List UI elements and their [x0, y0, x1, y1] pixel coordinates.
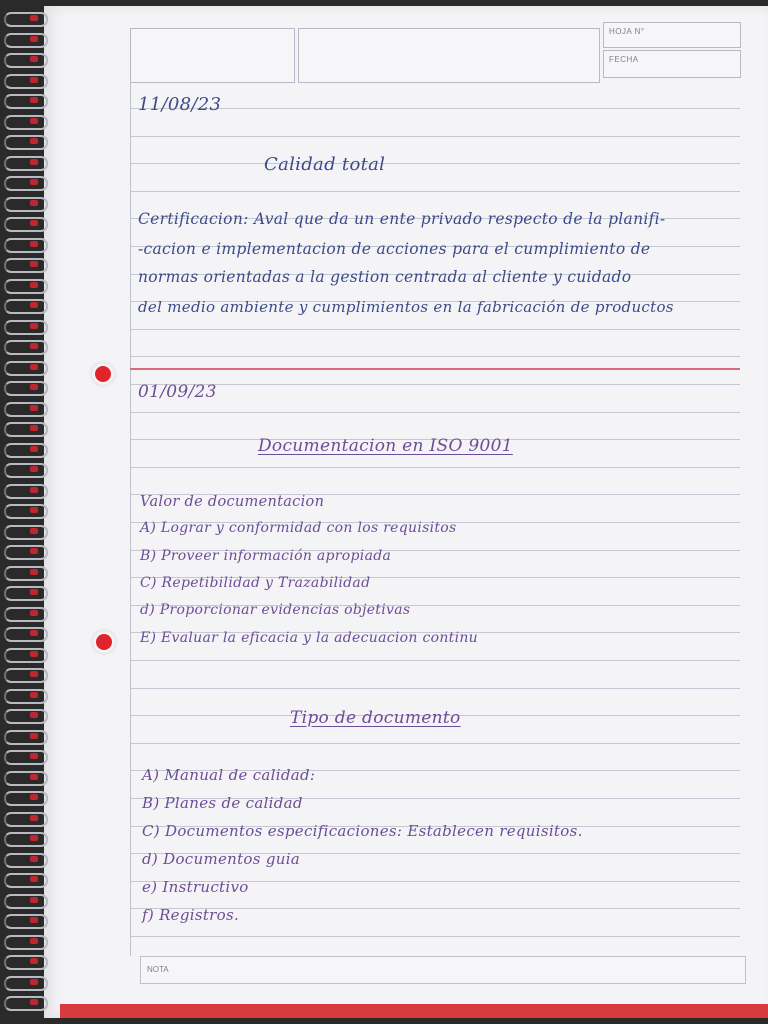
binding-hole — [30, 835, 38, 841]
binding-hole — [30, 548, 38, 554]
binding-hole — [30, 425, 38, 431]
spiral-coil — [4, 74, 48, 89]
ruled-line — [130, 329, 740, 330]
punch-hole-bottom — [96, 634, 112, 650]
section1-line-3: normas orientadas a la gestion centrada al cliente y cuidado — [138, 268, 632, 286]
spiral-coil — [4, 812, 48, 827]
binding-hole — [30, 200, 38, 206]
spiral-coil — [4, 566, 48, 581]
ruled-line — [130, 743, 740, 744]
section1-title: Calidad total — [264, 154, 386, 175]
ruled-line — [130, 467, 740, 468]
spiral-coil — [4, 156, 48, 171]
binding-hole — [30, 589, 38, 595]
spiral-coil — [4, 586, 48, 601]
binding-hole — [30, 97, 38, 103]
spiral-coil — [4, 381, 48, 396]
spiral-coil — [4, 217, 48, 232]
section3-item-b: B) Planes de calidad — [142, 794, 303, 812]
binding-hole — [30, 712, 38, 718]
section1-date: 11/08/23 — [138, 94, 222, 115]
spiral-coil — [4, 197, 48, 212]
binding-hole — [30, 794, 38, 800]
binding-hole — [30, 118, 38, 124]
spiral-coil — [4, 750, 48, 765]
spiral-coil — [4, 484, 48, 499]
binding-hole — [30, 815, 38, 821]
spiral-coil — [4, 607, 48, 622]
binding-hole — [30, 958, 38, 964]
spiral-coil — [4, 873, 48, 888]
binding-hole — [30, 36, 38, 42]
sheet-number-box — [603, 22, 741, 48]
spiral-coil — [4, 955, 48, 970]
binding-hole — [30, 364, 38, 370]
spiral-coil — [4, 914, 48, 929]
binding-hole — [30, 630, 38, 636]
binding-hole — [30, 897, 38, 903]
binding-hole — [30, 651, 38, 657]
spiral-coil — [4, 504, 48, 519]
spiral-coil — [4, 176, 48, 191]
spiral-coil — [4, 94, 48, 109]
binding-hole — [30, 876, 38, 882]
spiral-coil — [4, 730, 48, 745]
spiral-coil — [4, 648, 48, 663]
spiral-coil — [4, 12, 48, 27]
spiral-coil — [4, 525, 48, 540]
spiral-coil — [4, 279, 48, 294]
binding-hole — [30, 241, 38, 247]
spiral-coil — [4, 976, 48, 991]
spiral-coil — [4, 791, 48, 806]
spiral-coil — [4, 402, 48, 417]
section2-title: Documentacion en ISO 9001 — [258, 436, 513, 456]
spiral-coil — [4, 668, 48, 683]
bottom-red-edge — [60, 1004, 768, 1018]
spiral-coil — [4, 361, 48, 376]
binding-hole — [30, 856, 38, 862]
binding-hole — [30, 384, 38, 390]
ruled-line — [130, 384, 740, 385]
section3-item-e: e) Instructivo — [142, 878, 249, 896]
note-label: NOTA — [147, 965, 169, 974]
binding-hole — [30, 487, 38, 493]
spiral-coil — [4, 832, 48, 847]
binding-hole — [30, 774, 38, 780]
spiral-coil — [4, 935, 48, 950]
ruled-line — [130, 191, 740, 192]
date-label: FECHA — [609, 55, 639, 64]
binding-hole — [30, 159, 38, 165]
spiral-coil — [4, 299, 48, 314]
binding-hole — [30, 979, 38, 985]
punch-hole-top — [95, 366, 111, 382]
spiral-coil — [4, 771, 48, 786]
section2-date: 01/09/23 — [138, 382, 217, 402]
spiral-coil — [4, 238, 48, 253]
binding-hole — [30, 733, 38, 739]
section2-item-b: B) Proveer información apropiada — [140, 548, 392, 564]
binding-hole — [30, 323, 38, 329]
spiral-coil — [4, 853, 48, 868]
section1-line-1: Certificacion: Aval que da un ente privado respecto de la planifi- — [138, 210, 666, 228]
binding-hole — [30, 282, 38, 288]
red-margin-line — [130, 368, 740, 370]
spiral-coil — [4, 53, 48, 68]
spiral-coil — [4, 894, 48, 909]
spiral-coil — [4, 340, 48, 355]
ruled-line — [130, 688, 740, 689]
spiral-coil — [4, 135, 48, 150]
ruled-line — [130, 163, 740, 164]
binding-hole — [30, 261, 38, 267]
ruled-line — [130, 936, 740, 937]
section1-line-4: del medio ambiente y cumplimientos en la fabricación de productos — [138, 298, 674, 316]
spiral-coil — [4, 422, 48, 437]
binding-hole — [30, 753, 38, 759]
spiral-binding — [0, 0, 48, 1024]
binding-hole — [30, 179, 38, 185]
binding-hole — [30, 77, 38, 83]
ruled-line — [130, 136, 740, 137]
binding-hole — [30, 56, 38, 62]
section3-item-a: A) Manual de calidad: — [142, 766, 316, 784]
binding-hole — [30, 138, 38, 144]
ruled-line — [130, 412, 740, 413]
binding-hole — [30, 938, 38, 944]
spiral-coil — [4, 545, 48, 560]
binding-hole — [30, 917, 38, 923]
binding-hole — [30, 507, 38, 513]
section2-item-e: E) Evaluar la eficacia y la adecuacion continu — [140, 630, 478, 646]
section2-item-d: d) Proporcionar evidencias objetivas — [140, 602, 411, 618]
section3-title: Tipo de documento — [290, 708, 461, 728]
binding-hole — [30, 569, 38, 575]
binding-hole — [30, 220, 38, 226]
section3-item-c: C) Documentos especificaciones: Establecen requisitos. — [142, 822, 583, 840]
spiral-coil — [4, 627, 48, 642]
date-box — [603, 50, 741, 78]
binding-hole — [30, 343, 38, 349]
binding-hole — [30, 446, 38, 452]
ruled-line — [130, 660, 740, 661]
binding-hole — [30, 692, 38, 698]
note-box — [140, 956, 746, 984]
header-box-center — [298, 28, 600, 83]
binding-hole — [30, 15, 38, 21]
spiral-coil — [4, 709, 48, 724]
spiral-coil — [4, 33, 48, 48]
binding-hole — [30, 528, 38, 534]
binding-hole — [30, 610, 38, 616]
binding-hole — [30, 999, 38, 1005]
binding-hole — [30, 671, 38, 677]
spiral-coil — [4, 320, 48, 335]
spiral-coil — [4, 115, 48, 130]
binding-hole — [30, 405, 38, 411]
ruled-line — [130, 108, 740, 109]
section3-item-f: f) Registros. — [142, 906, 240, 924]
sheet-number-label: HOJA N° — [609, 27, 645, 36]
header-box-left — [130, 28, 295, 83]
spiral-coil — [4, 463, 48, 478]
spiral-coil — [4, 443, 48, 458]
spiral-coil — [4, 258, 48, 273]
spiral-coil — [4, 996, 48, 1011]
section2-item-a: A) Lograr y conformidad con los requisitos — [140, 520, 457, 536]
ruled-line — [130, 356, 740, 357]
section2-item-c: C) Repetibilidad y Trazabilidad — [140, 575, 371, 591]
binding-hole — [30, 466, 38, 472]
section3-item-d: d) Documentos guia — [142, 850, 301, 868]
binding-hole — [30, 302, 38, 308]
spiral-coil — [4, 689, 48, 704]
section2-subtitle: Valor de documentacion — [140, 494, 325, 510]
section1-line-2: -cacion e implementacion de acciones para el cumplimiento de — [138, 240, 651, 258]
